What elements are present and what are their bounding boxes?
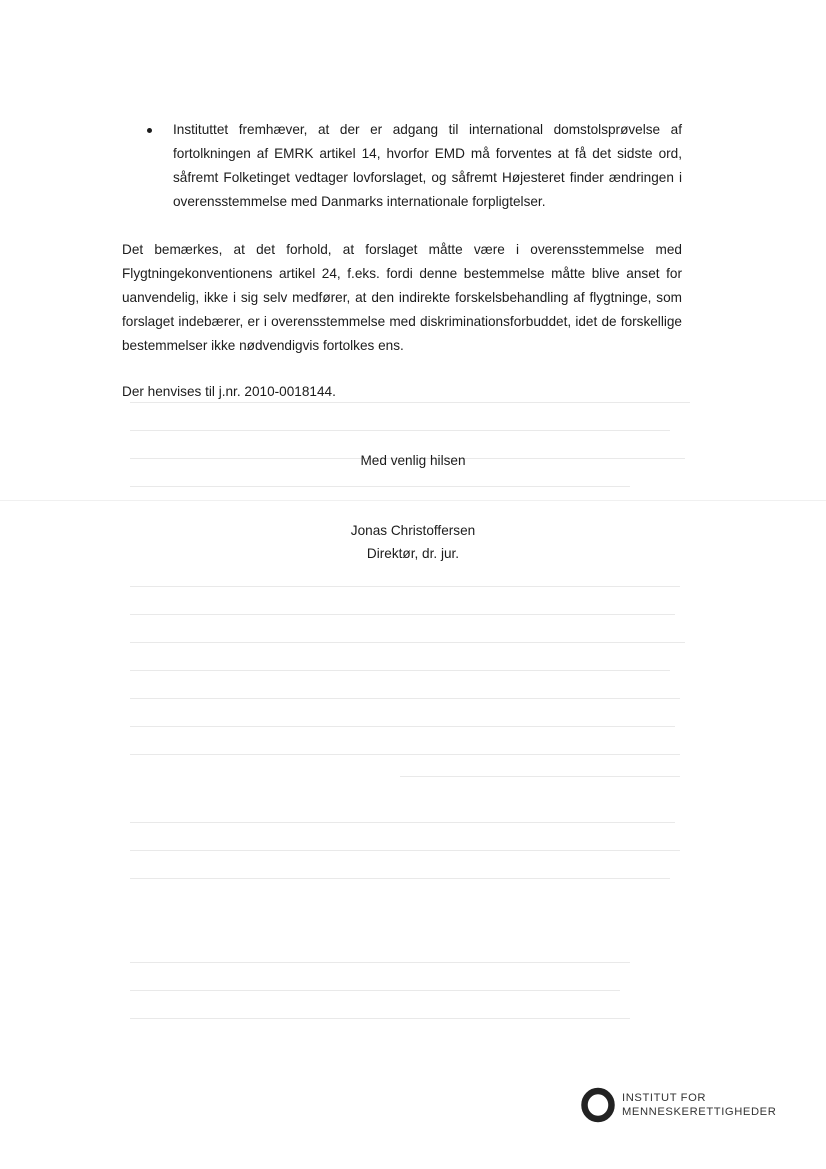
institute-logo: [580, 1087, 780, 1127]
signatory-name: Jonas Christoffersen: [350, 523, 476, 538]
paragraph-remark: Det bemærkes, at det forhold, at forslaget måtte være i overensstemmelse med Flygtningekonventionens artikel 24, f.eks. fordi denne bestemmelse måtte blive anset for uanvendelig, ikke i sig selv medfører, at den indirekte forskelsbehandling af flygtninge, som forslaget indebærer, er i overensstemmelse med diskriminationsforbuddet, idet de forskellige bestemmelser ikke nødvendigvis fortolkes ens.: [122, 242, 682, 353]
logo-line-1: INSTITUT FOR: [622, 1092, 707, 1104]
bullet-icon: [147, 128, 152, 133]
reference-line: Der henvises til j.nr. 2010-0018144.: [122, 384, 336, 399]
signatory-title: Direktør, dr. jur.: [366, 546, 460, 561]
bullet-paragraph: [122, 118, 682, 214]
greeting: Med venlig hilsen: [360, 453, 466, 468]
logo-text: [622, 1091, 776, 1119]
bullet-text: Instituttet fremhæver, at der er adgang til international domstolsprøvelse af fortolkningen af EMRK artikel 14, hvorfor EMD må forventes at få det sidste ord, såfremt Folketinget vedtager lovforslaget, og såfremt Højesteret finder ændringen i overensstemmelse med Danmarks internationale forpligtelser.: [173, 122, 682, 209]
logo-line-2: MENNESKERETTIGHEDER: [622, 1106, 777, 1118]
ring-logo-icon: [580, 1087, 616, 1123]
letter-body: [122, 118, 682, 404]
